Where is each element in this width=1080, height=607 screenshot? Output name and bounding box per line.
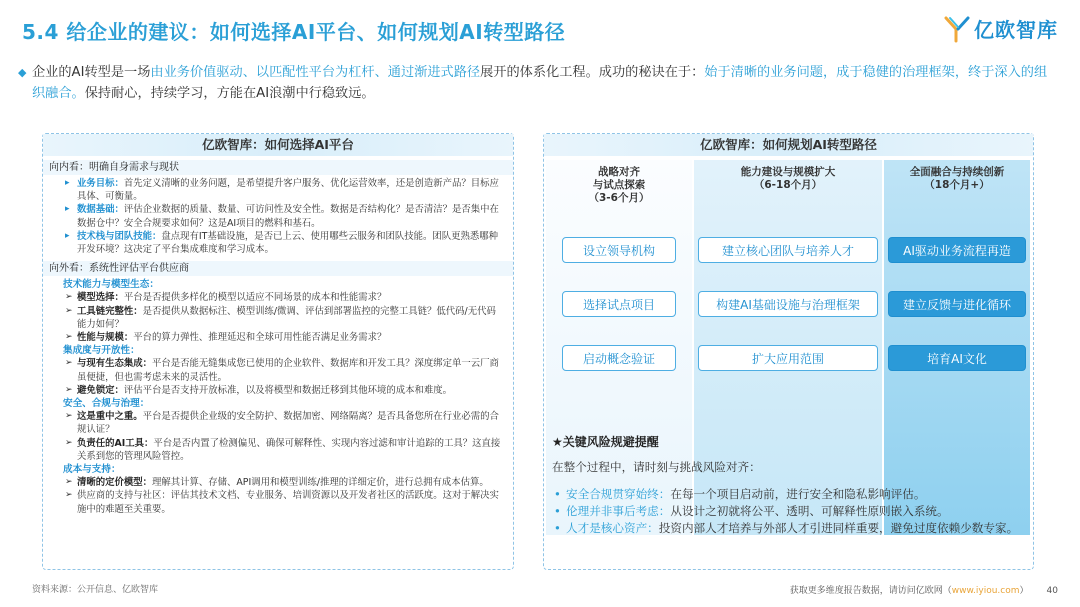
phase-title: 全面融合与持续创新 （18个月+） bbox=[909, 166, 1005, 191]
group-title: 成本与支持： bbox=[63, 464, 121, 476]
action-box: 构建AI基础设施与治理框架 bbox=[698, 291, 878, 317]
list-item: ▸ 技术栈与团队技能：盘点现有IT基础设施，是否已上云、使用哪些云服务和团队技能。团队更熟悉哪种开发环境？这决定了平台集成难度和学习成本。 bbox=[65, 230, 499, 256]
list-item: ▸ 数据基础：评估企业数据的质量、数量、可访问性及安全性。数据是否结构化？是否清洁？是否集中在数据仓中？安全合规要求如何？这是AI项目的燃料和基石。 bbox=[65, 204, 499, 229]
diamond-bullet-icon: ◆ bbox=[18, 66, 27, 79]
logo-text: 亿欧智库 bbox=[974, 18, 1058, 42]
list-item: ➢ 模型选择：平台是否提供多样化的模型以适应不同场景的成本和性能需求？ bbox=[65, 292, 387, 304]
footer-text: 获取更多维度报告数据，请访问亿欧网（ bbox=[789, 586, 952, 596]
intro-text-3: 保持耐心，持续学习，方能在AI浪潮中行稳致远。 bbox=[84, 86, 375, 101]
list-item: ➢ 供应商的支持与社区：评估其技术文档、专业服务、培训资源以及开发者社区的活跃度。这对于解决实施中的难题至关重要。 bbox=[65, 490, 499, 515]
phase-title: 能力建设与规模扩大 （6-18个月） bbox=[740, 166, 836, 191]
intro-highlight-2: 始于清晰的业务问题，成于稳健的治理框架，终于深入的组织融合。 bbox=[32, 65, 1048, 101]
group-title: 技术能力与模型生态： bbox=[63, 279, 159, 291]
list-item: ➢ 性能与规模：平台的算力弹性、推理延迟和全球可用性能否满足业务需求？ bbox=[65, 332, 387, 344]
intro-highlight-1: 由业务价值驱动、以匹配性平台为杠杆、通过渐进式路径 bbox=[150, 65, 481, 80]
page-number: 40 bbox=[1046, 586, 1058, 596]
action-box: 建立反馈与进化循环 bbox=[888, 291, 1026, 317]
action-box: 扩大应用范围 bbox=[698, 345, 878, 371]
list-item: ▸ 业务目标：首先定义清晰的业务问题，是希望提升客户服务、优化运营效率，还是创造新产品？目标应具体、可衡量。 bbox=[65, 178, 499, 203]
source-note: 资料来源：公开信息、亿欧智库 bbox=[32, 585, 159, 595]
phase-title: 战略对齐 与试点探索 （3-6个月） bbox=[588, 166, 650, 204]
page-title: 5.4 给企业的建议：如何选择AI平台、如何规划AI转型路径 bbox=[22, 20, 566, 44]
logo bbox=[944, 14, 1058, 43]
action-box: 培育AI文化 bbox=[888, 345, 1026, 371]
group-title: 安全、合规与治理： bbox=[63, 398, 150, 410]
platform-selection-panel bbox=[42, 133, 514, 570]
star-icon: ★ bbox=[552, 435, 563, 449]
list-item: ➢ 这是重中之重。平台是否提供企业级的安全防护、数据加密、网络隔离？是否具备您所在行业必需的合规认证？ bbox=[65, 411, 499, 436]
footer-text-close: ） bbox=[1019, 586, 1029, 596]
list-item: ➢ 避免锁定：评估平台是否支持开放标准，以及将模型和数据迁移到其他环境的成本和难度。 bbox=[65, 384, 453, 396]
right-panel-title: 亿欧智库：如何规划AI转型路径 bbox=[544, 134, 1033, 156]
phase-columns bbox=[546, 160, 1030, 535]
intro-paragraph bbox=[18, 62, 1052, 104]
action-box: 设立领导机构 bbox=[562, 237, 676, 263]
left-panel-body bbox=[43, 160, 513, 516]
intro-text-2: 展开的体系化工程。成功的秘诀在于： bbox=[480, 65, 705, 80]
list-item: • 安全合规贯穿始终：在每一个项目启动前，进行安全和隐私影响评估。 bbox=[554, 487, 926, 501]
inward-heading: 向内看：明确自身需求与现状 bbox=[43, 160, 513, 175]
logo-mark-icon bbox=[944, 15, 970, 43]
website-link[interactable]: www.iyiou.com bbox=[951, 586, 1020, 596]
action-box: AI驱动业务流程再造 bbox=[888, 237, 1026, 263]
action-box: 启动概念验证 bbox=[562, 345, 676, 371]
list-item: ➢ 负责任的AI工具：平台是否内置了检测偏见、确保可解释性、实现内容过滤和审计追踪的工具？这直接关系到您的管理风险管控。 bbox=[65, 437, 501, 462]
action-box: 选择试点项目 bbox=[562, 291, 676, 317]
footer-info bbox=[790, 583, 1058, 596]
list-item: • 人才是核心资产：投资内部人才培养与外部人才引进同样重要，避免过度依赖少数专家。 bbox=[554, 521, 1019, 535]
risk-reminder bbox=[552, 434, 1028, 537]
risk-title: ★关键风险规避提醒 bbox=[552, 435, 659, 449]
list-item: ➢ 工具链完整性：是否提供从数据标注、模型训练/微调、评估到部署监控的完整工具链？低代码/无代码能力如何？ bbox=[65, 305, 496, 330]
list-item: ➢ 清晰的定价模型：理解其计算、存储、API调用和模型训练/推理的详细定价，进行总拥有成本估算。 bbox=[65, 477, 489, 489]
action-box: 建立核心团队与培养人才 bbox=[698, 237, 878, 263]
outward-heading: 向外看：系统性评估平台供应商 bbox=[43, 261, 513, 276]
list-item: ➢ 与现有生态集成：平台是否能无缝集成您已使用的企业软件、数据库和开发工具？深度绑定单一云厂商虽便捷，但也需考虑未来的灵活性。 bbox=[65, 358, 499, 383]
group-title: 集成度与开放性： bbox=[63, 345, 140, 357]
intro-text-1: 企业的AI转型是一场 bbox=[32, 65, 151, 80]
left-panel-title: 亿欧智库：如何选择AI平台 bbox=[43, 134, 513, 156]
transformation-path-panel bbox=[543, 133, 1034, 570]
list-item: • 伦理并非事后考虑：从设计之初就将公平、透明、可解释性原则嵌入系统。 bbox=[554, 504, 949, 518]
risk-intro: 在整个过程中，请时刻与挑战风险对齐： bbox=[552, 460, 761, 474]
